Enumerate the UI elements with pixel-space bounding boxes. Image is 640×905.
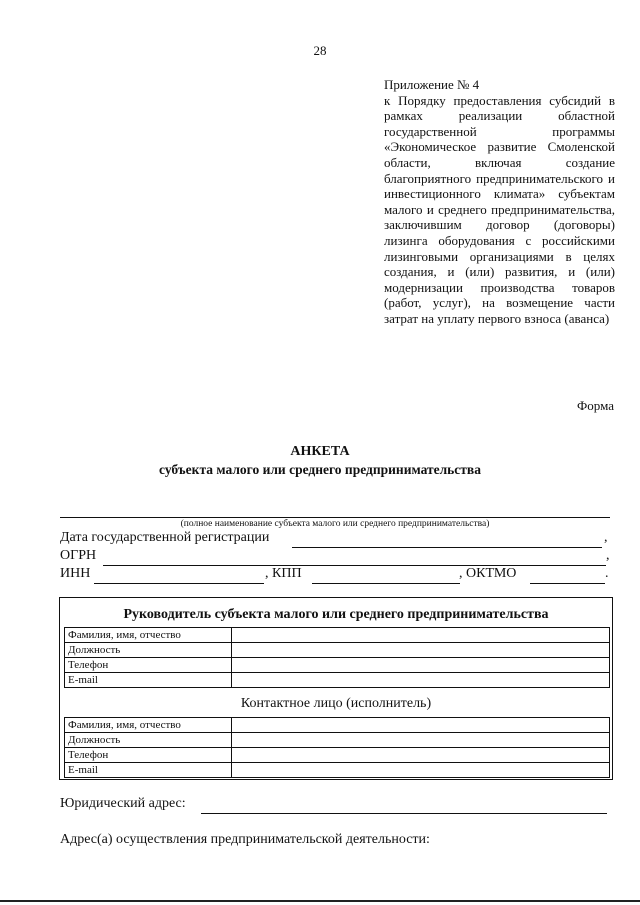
table-row xyxy=(65,643,610,658)
table-row xyxy=(65,733,610,748)
contact-fio-label: Фамилия, имя, отчество xyxy=(65,718,232,733)
table-row xyxy=(65,763,610,778)
contact-section-header: Контактное лицо (исполнитель) xyxy=(240,696,432,711)
legal-address-field[interactable] xyxy=(201,799,607,814)
oktmo-label: , ОКТМО xyxy=(459,566,517,581)
table-row xyxy=(65,718,610,733)
reg-date-field[interactable] xyxy=(292,533,602,548)
contact-email-field[interactable] xyxy=(232,763,610,778)
form-subtitle: субъекта малого или среднего предпринимательства xyxy=(159,462,481,477)
contact-phone-label: Телефон xyxy=(65,748,232,763)
head-email-field[interactable] xyxy=(232,673,610,688)
ogrn-comma: , xyxy=(606,548,610,563)
page-number: 28 xyxy=(313,43,327,58)
head-section-header: Руководитель субъекта малого или среднего предпринимательства xyxy=(123,607,549,622)
form-title: АНКЕТА xyxy=(290,444,350,459)
ogrn-label: ОГРН xyxy=(60,548,97,563)
contact-email-label: E-mail xyxy=(65,763,232,778)
head-fio-label: Фамилия, имя, отчество xyxy=(65,628,232,643)
inn-field[interactable] xyxy=(94,569,264,584)
business-address-label: Адрес(а) осуществления предпринимательской деятельности: xyxy=(60,832,430,847)
head-table xyxy=(64,627,610,688)
form-label: Форма xyxy=(577,398,614,413)
full-name-line[interactable] xyxy=(60,517,610,518)
contact-phone-field[interactable] xyxy=(232,748,610,763)
legal-address-label: Юридический адрес: xyxy=(60,796,186,811)
contact-fio-field[interactable] xyxy=(232,718,610,733)
contact-table xyxy=(64,717,610,778)
head-phone-label: Телефон xyxy=(65,658,232,673)
inn-label: ИНН xyxy=(60,566,91,581)
appendix-title: Приложение № 4 xyxy=(384,77,480,92)
table-row xyxy=(65,673,610,688)
page-bottom-border xyxy=(0,900,640,902)
reg-date-comma: , xyxy=(604,530,608,545)
reg-date-label: Дата государственной регистрации xyxy=(60,530,270,545)
appendix-block xyxy=(384,77,615,327)
head-fio-field[interactable] xyxy=(232,628,610,643)
contact-position-field[interactable] xyxy=(232,733,610,748)
ogrn-field[interactable] xyxy=(103,551,606,566)
contact-position-label: Должность xyxy=(65,733,232,748)
head-phone-field[interactable] xyxy=(232,658,610,673)
head-position-field[interactable] xyxy=(232,643,610,658)
kpp-field[interactable] xyxy=(312,569,460,584)
appendix-text: к Порядку предоставления субсидий в рамках реализации областной государственной программы «Экономическое развитие Смоленской области, включая создание благоприятного предпринимательского и инвестиционного климата» субъектам малого и среднего предпринимательства, заключившим договор (договоры) лизинга оборудования с российскими лизинговыми организациями в целях создания, и (или) развития, и (или) модернизации производства товаров (работ, услуг), на возмещение части затрат на уплату первого взноса (аванса) xyxy=(384,92,615,326)
head-email-label: E-mail xyxy=(65,673,232,688)
head-position-label: Должность xyxy=(65,643,232,658)
contacts-table xyxy=(59,597,613,780)
oktmo-field[interactable] xyxy=(530,569,605,584)
table-row xyxy=(65,658,610,673)
table-row xyxy=(65,628,610,643)
oktmo-dot: . xyxy=(605,566,609,581)
table-row xyxy=(65,748,610,763)
kpp-label: , КПП xyxy=(265,566,302,581)
full-name-caption: (полное наименование субъекта малого или среднего предпринимательства) xyxy=(180,519,490,529)
